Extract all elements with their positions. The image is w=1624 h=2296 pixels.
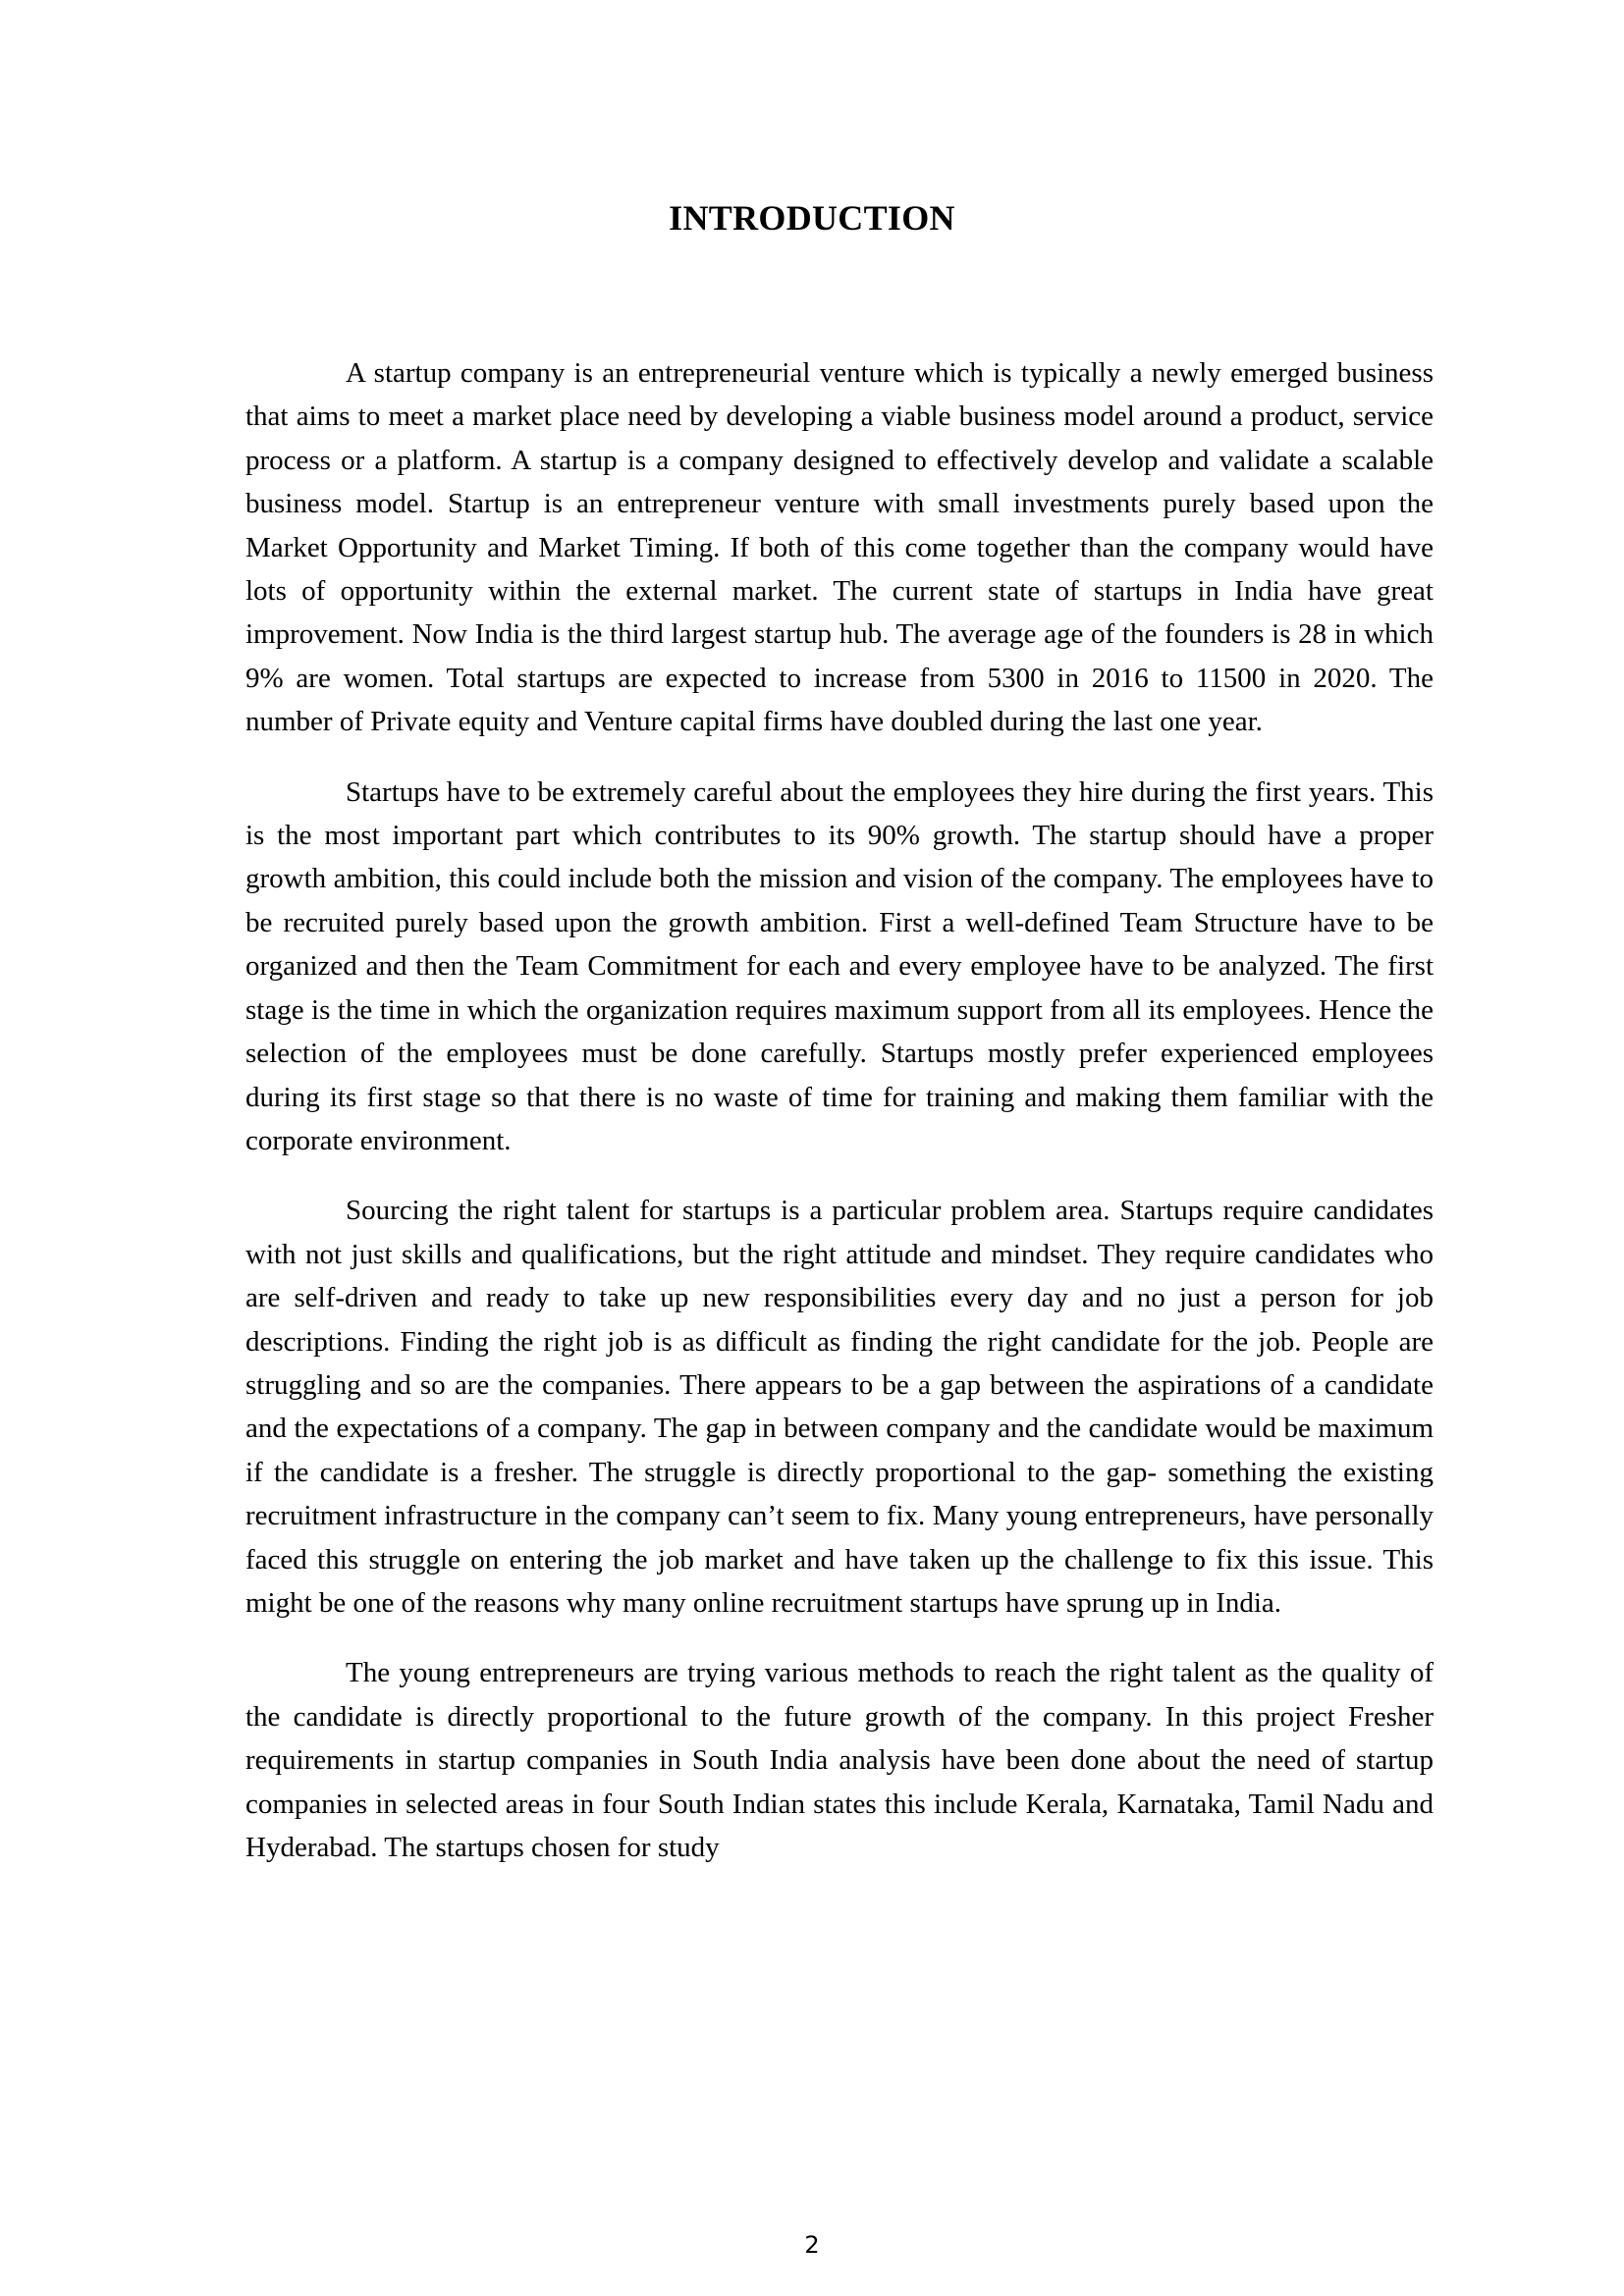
page-title: INTRODUCTION (669, 198, 955, 238)
body-text (245, 351, 1434, 1896)
paragraph-2: Startups have to be extremely careful about the employees they hire during the first years. This is the most important part which contributes to its 90% growth. The startup should have a proper growth ambition, this could include both the mission and vision of the company. The employees have to be recruited purely based upon the growth ambition. First a well-defined Team Structure have to be organized and then the Team Commitment for each and every employee have to be analyzed. The first stage is the time in which the organization requires maximum support from all its employees. Hence the selection of the employees must be done carefully. Startups mostly prefer experienced employees during its first stage so that there is no waste of time for training and making them familiar with the corporate environment. (245, 775, 1434, 1156)
page-number: 2 (804, 2231, 820, 2259)
paragraph-4: The young entrepreneurs are trying various methods to reach the right talent as the quality of the candidate is directly proportional to the future growth of the company. In this project Fresher requirements in startup companies in South India analysis have been done about the need of startup companies in selected areas in four South Indian states this include Kerala, Karnataka, Tamil Nadu and Hyderabad. The startups chosen for study (245, 1657, 1434, 1863)
paragraph-3: Sourcing the right talent for startups is a particular problem area. Startups require candidates with not just skills and qualifications, but the right attitude and mindset. They require candidates who are self-driven and ready to take up new responsibilities every day and no just a person for job descriptions. Finding the right job is as difficult as finding the right candidate for the job. People are struggling and so are the companies. There appears to be a gap between the aspirations of a candidate and the expectations of a company. The gap in between company and the candidate would be maximum if the candidate is a fresher. The struggle is directly proportional to the gap- something the existing recruitment infrastructure in the company can’t seem to fix. Many young entrepreneurs, have personally faced this struggle on entering the job market and have taken up the challenge to fix this issue. This might be one of the reasons why many online recruitment startups have sprung up in India. (245, 1195, 1434, 1619)
paragraph-1: A startup company is an entrepreneurial venture which is typically a newly emerged business that aims to meet a market place need by developing a viable business model around a product, service process or a platform. A startup is a company designed to effectively develop and validate a scalable business model. Startup is an entrepreneur venture with small investments purely based upon the Market Opportunity and Market Timing. If both of this come together than the company would have lots of opportunity within the external market. The current state of startups in India have great improvement. Now India is the third largest startup hub. The average age of the founders is 28 in which 9% are women. Total startups are expected to increase from 5300 in 2016 to 11500 in 2020. The number of Private equity and Venture capital firms have doubled during the last one year. (245, 357, 1434, 738)
